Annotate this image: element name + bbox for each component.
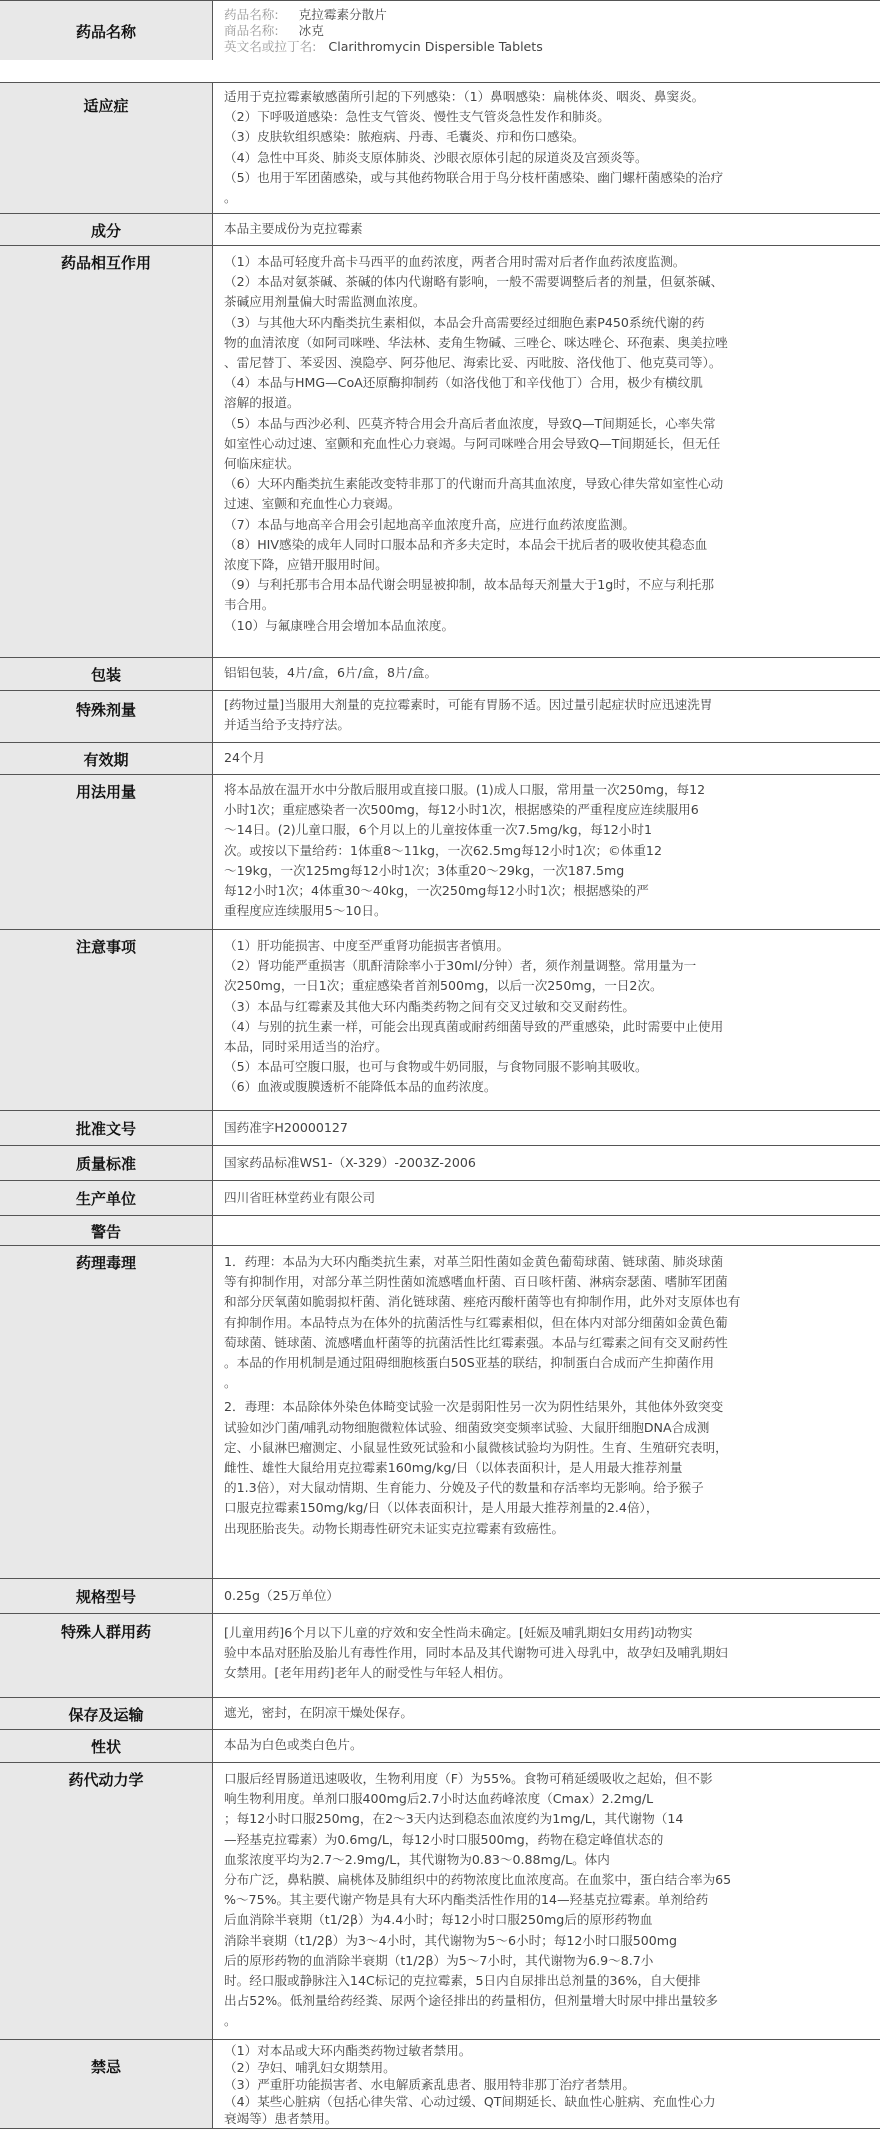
text-line: （4）与别的抗生素一样，可能会出现真菌或耐药细菌导致的严重感染，此时需要中止使用 — [224, 1018, 724, 1034]
value-pharmacology — [213, 1246, 880, 1578]
text-line: 本品为白色或类白色片。 — [224, 1737, 363, 1752]
row-overdose — [0, 690, 880, 742]
text-line: 分布广泛，鼻粘膜、扁桃体及肺组织中的药物浓度比血浓度高。在血浆中，蛋白结合率为65 — [224, 1872, 732, 1888]
text-line: （8）HIV感染的成年人同时口服本品和齐多夫定时，本品会干扰后者的吸收使其稳态血 — [224, 536, 708, 552]
label-contraindications: 禁忌 — [0, 2040, 213, 2128]
label-package: 包装 — [0, 658, 213, 690]
value-overdose — [213, 691, 880, 742]
row-approval — [0, 1110, 880, 1145]
label-standard: 质量标准 — [0, 1146, 213, 1180]
value-interactions — [213, 246, 880, 657]
text-line: 血浆浓度平均为2.7～2.9mg/L，其代谢物为0.83～0.88mg/L。体内 — [224, 1851, 610, 1867]
label-storage: 保存及运输 — [0, 1698, 213, 1729]
label-validity: 有效期 — [0, 743, 213, 774]
row-ingredients — [0, 213, 880, 245]
label-spec: 规格型号 — [0, 1579, 213, 1613]
text-line: （7）本品与地高辛合用会引起地高辛血浓度升高，应进行血药浓度监测。 — [224, 516, 636, 532]
row-storage — [0, 1697, 880, 1729]
value-package — [213, 658, 880, 690]
text-line: 四川省旺林堂药业有限公司 — [224, 1190, 376, 1205]
text-line: 并适当给予支持疗法。 — [224, 717, 350, 733]
text-line: 重程度应连续服用5～10日。 — [224, 903, 387, 919]
text-line: 国药准字H20000127 — [224, 1120, 348, 1135]
text-line: （2）孕妇、哺乳妇女期禁用。 — [224, 2060, 396, 2075]
value-special-population — [213, 1614, 880, 1697]
text-line: [药物过量]当服用大剂量的克拉霉素时，可能有胃肠不适。因过量引起症状时应迅速洗胃 — [224, 697, 713, 712]
text-line: （2）本品对氨茶碱、茶碱的体内代谢略有影响，一般不需要调整后者的剂量，但氨茶碱、 — [224, 274, 724, 290]
text-line: 本品主要成份为克拉霉素 — [224, 221, 363, 236]
text-line: （3）严重肝功能损害者、水电解质紊乱患者、服用特非那丁治疗者禁用。 — [224, 2077, 636, 2092]
row-warning — [0, 1215, 880, 1245]
value-warning — [213, 1216, 880, 1245]
text-line: （6）血液或腹膜透析不能降低本品的血药浓度。 — [224, 1079, 497, 1095]
text-line: 后血消除半衰期（t1/2β）为4.4小时；每12小时口服250mg后的原形药物血 — [224, 1912, 653, 1928]
text-line: （10）与氟康唑合用会增加本品血浓度。 — [224, 617, 455, 633]
trade-name-line: 商品名称: 冰克 — [224, 23, 324, 38]
text-line: （6）大环内酯类抗生素能改变特非那丁的代谢而升高其血浓度，导致心律失常如室性心动 — [224, 476, 724, 492]
text-line: （3）本品与红霉素及其他大环内酯类药物之间有交叉过敏和交叉耐药性。 — [224, 998, 636, 1014]
row-dosage — [0, 774, 880, 929]
text-line: （5）本品与西沙必利、匹莫齐特合用会升高后者血浓度，导致Q—T间期延长，心率失常 — [224, 415, 716, 431]
text-line: （5）本品可空腹口服，也可与食物或牛奶同服，与食物同服不影响其吸收。 — [224, 1059, 648, 1075]
row-pharmacokinetics — [0, 1762, 880, 2039]
text-line: 后的原形药物的血消除半衰期（t1/2β）为5～7小时，其代谢物为6.9～8.7小 — [224, 1952, 654, 1968]
value-spec — [213, 1579, 880, 1613]
text-line: 萄球菌、链球菌、流感嗜血杆菌等的抗菌活性比红霉素强。本品与红霉素之间有交叉耐药性 — [224, 1334, 728, 1350]
row-contraindications — [0, 2039, 880, 2129]
label-special-population: 特殊人群用药 — [0, 1614, 213, 1697]
text-line: （9）与利托那韦合用本品代谢会明显被抑制，故本品每天剂量大于1g时，不应与利托那 — [224, 577, 714, 593]
text-line: （4）某些心脏病（包括心律失常、心动过缓、QT间期延长、缺血性心脏病、充血性心力 — [224, 2094, 716, 2109]
row-validity — [0, 742, 880, 774]
row-indications — [0, 82, 880, 213]
label-pharmacokinetics: 药代动力学 — [0, 1763, 213, 2039]
text-line: 0.25g（25万单位） — [224, 1588, 340, 1603]
text-line: [儿童用药]6个月以下儿童的疗效和安全性尚未确定。[妊娠及哺乳期妇女用药]动物实 — [224, 1625, 693, 1640]
value-drug-name — [213, 1, 880, 60]
text-line: （3）与其他大环内酯类抗生素相似，本品会升高需要经过细胞色素P450系统代谢的药 — [224, 314, 705, 330]
text-line: （4）急性中耳炎、肺炎支原体肺炎、沙眼衣原体引起的尿道炎及宫颈炎等。 — [224, 149, 648, 165]
text-line: （5）也用于军团菌感染，或与其他药物联合用于鸟分枝杆菌感染、幽门螺杆菌感染的治疗 — [224, 169, 724, 185]
value-approval — [213, 1111, 880, 1145]
text-line: （3）皮肤软组织感染：脓疱病、丹毒、毛囊炎、疖和伤口感染。 — [224, 129, 585, 145]
label-pharmacology: 药理毒理 — [0, 1246, 213, 1578]
text-line: 2．毒理：本品除体外染色体畸变试验一次是弱阳性另一次为阴性结果外，其他体外致突变 — [224, 1399, 724, 1415]
value-indications — [213, 83, 880, 213]
text-line: 次250mg，一日1次；重症感染者首剂500mg，以后一次250mg，一日2次。 — [224, 978, 663, 994]
generic-name-line: 药品名称: 克拉霉素分散片 — [224, 7, 387, 22]
text-line: 消除半衰期（t1/2β）为3～4小时，其代谢物为5～6小时；每12小时口服500mg — [224, 1932, 678, 1948]
text-line: 24个月 — [224, 750, 266, 765]
text-line: 等有抑制作用，对部分革兰阴性菌如流感嗜血杆菌、百日咳杆菌、淋病奈瑟菌、嗜肺军团菌 — [224, 1274, 728, 1290]
text-line: 出现胚胎丧失。动物长期毒性研究未证实克拉霉素有致癌性。 — [224, 1520, 565, 1536]
text-line: 衰竭等）患者禁用。 — [224, 2111, 338, 2126]
text-line: %～75%。其主要代谢产物是具有大环内酯类活性作用的14—羟基克拉霉素。单剂给药 — [224, 1892, 709, 1908]
text-line: 何临床症状。 — [224, 456, 300, 472]
text-line: 小时1次；重症感染者一次500mg，每12小时1次，根据感染的严重程度应连续服用6 — [224, 802, 699, 818]
label-manufacturer: 生产单位 — [0, 1181, 213, 1215]
label-ingredients: 成分 — [0, 214, 213, 245]
text-line: 口服后经胃肠道迅速吸收，生物利用度（F）为55%。食物可稍延缓吸收之起始，但不影 — [224, 1771, 713, 1786]
text-line: ～14日。(2)儿童口服，6个月以上的儿童按体重一次7.5mg/kg，每12小时1 — [224, 822, 652, 838]
text-line: 试验如沙门菌/哺乳动物细胞微粒体试验、细菌致突变频率试验、大鼠肝细胞DNA合成测 — [224, 1419, 710, 1435]
label-interactions: 药品相互作用 — [0, 246, 213, 657]
text-line: 。 — [224, 1375, 237, 1391]
text-line: 1．药理：本品为大环内酯类抗生素，对革兰阳性菌如金黄色葡萄球菌、链球菌、肺炎球菌 — [224, 1254, 724, 1269]
value-ingredients — [213, 214, 880, 245]
text-line: （1）本品可轻度升高卡马西平的血药浓度，两者合用时需对后者作血药浓度监测。 — [224, 254, 686, 269]
text-line: 的1.3倍），对大鼠动情期、生育能力、分娩及子代的数量和存活率均无影响。给予猴子 — [224, 1480, 704, 1496]
row-package — [0, 657, 880, 690]
text-line: 遮光，密封，在阴凉干燥处保存。 — [224, 1705, 413, 1720]
value-precautions — [213, 930, 880, 1110]
row-pharmacology — [0, 1245, 880, 1578]
text-line: 响生物利用度。单剂口服400mg后2.7小时达血药峰浓度（Cmax）2.2mg/L — [224, 1791, 654, 1807]
label-dosage: 用法用量 — [0, 775, 213, 929]
label-drug-name: 药品名称 — [0, 1, 213, 60]
text-line: （2）下呼吸道感染：急性支气管炎、慢性支气管炎急性发作和肺炎。 — [224, 109, 610, 125]
row-interactions — [0, 245, 880, 657]
row-spec — [0, 1578, 880, 1613]
text-line: 物的血清浓度（如阿司咪唑、华法林、麦角生物碱、三唑仑、咪达唑仑、环孢素、奥美拉唑 — [224, 334, 728, 350]
label-precautions: 注意事项 — [0, 930, 213, 1110]
text-line: 国家药品标准WS1-（X-329）-2003Z-2006 — [224, 1155, 476, 1170]
label-warning: 警告 — [0, 1216, 213, 1245]
text-line: （1）肝功能损害、中度至严重肾功能损害者慎用。 — [224, 938, 510, 953]
text-line: 出占52%。低剂量给药经粪、尿两个途径排出的药量相仿，但剂量增大时尿中排出量较多 — [224, 1993, 718, 2009]
text-line: 溶解的报道。 — [224, 395, 300, 411]
text-line: （4）本品与HMG—CoA还原酶抑制药（如洛伐他丁和辛伐他丁）合用，极少有横纹肌 — [224, 375, 703, 391]
text-line: 将本品放在温开水中分散后服用或直接口服。(1)成人口服，常用量一次250mg，每12 — [224, 782, 706, 797]
row-appearance — [0, 1729, 880, 1762]
toxicology-paragraph — [224, 1397, 880, 1538]
text-line: —羟基克拉霉素）为0.6mg/L，每12小时口服500mg，药物在稳定峰值状态的 — [224, 1831, 664, 1847]
text-line: 女禁用。[老年用药]老年人的耐受性与年轻人相仿。 — [224, 1665, 511, 1681]
value-manufacturer — [213, 1181, 880, 1215]
value-validity — [213, 743, 880, 774]
text-line: 每12小时1次；4体重30～40kg，一次250mg每12小时1次；根据感染的严 — [224, 883, 649, 899]
text-line: 本品，同时采用适当的治疗。 — [224, 1039, 388, 1055]
text-line: 过速、室颤和充血性心力衰竭。 — [224, 496, 401, 512]
text-line: 适用于克拉霉素敏感菌所引起的下列感染：（1）鼻咽感染：扁桃体炎、咽炎、鼻窦炎。 — [224, 89, 705, 104]
text-line: 。 — [224, 190, 237, 206]
text-line: 验中本品对胚胎及胎儿有毒性作用，同时本品及其代谢物可进入母乳中，故孕妇及哺乳期妇 — [224, 1645, 728, 1661]
row-special-population — [0, 1613, 880, 1697]
text-line: 韦合用。 — [224, 597, 275, 613]
row-drug-name — [0, 0, 880, 60]
text-line: 次。或按以下量给药：1体重8～11kg，一次62.5mg每12小时1次；©体重12 — [224, 842, 662, 858]
text-line: 定、小鼠淋巴瘤测定、小鼠显性致死试验和小鼠微核试验均为阴性。生育、生殖研究表明， — [224, 1439, 728, 1455]
value-dosage — [213, 775, 880, 929]
text-line: 、雷尼替丁、苯妥因、溴隐亭、阿芬他尼、海索比妥、丙吡胺、洛伐他丁、他克莫司等）。 — [224, 355, 722, 371]
label-approval: 批准文号 — [0, 1111, 213, 1145]
text-line: 和部分厌氧菌如脆弱拟杆菌、消化链球菌、痤疮丙酸杆菌等也有抑制作用，此外对支原体也有 — [224, 1294, 741, 1310]
value-storage — [213, 1698, 880, 1729]
value-appearance — [213, 1730, 880, 1762]
label-appearance: 性状 — [0, 1730, 213, 1762]
label-indications: 适应症 — [0, 83, 213, 213]
text-line: 浓度下降，应错开服用时间。 — [224, 557, 388, 573]
row-standard — [0, 1145, 880, 1180]
text-line: 如室性心动过速、室颤和充血性心力衰竭。与阿司咪唑合用会导致Q—T间期延长，但无任 — [224, 435, 721, 451]
value-contraindications — [213, 2040, 880, 2128]
text-line: ；每12小时口服250mg，在2～3天内达到稳态血浓度约为1mg/L，其代谢物（14 — [224, 1811, 684, 1827]
text-line: 雌性、雄性大鼠给用克拉霉素160mg/kg/日（以体表面积计，是人用最大推荐剂量 — [224, 1460, 683, 1476]
text-line: （2）肾功能严重损害（肌酐清除率小于30ml/分钟）者，须作剂量调整。常用量为一 — [224, 958, 697, 974]
text-line: 有抑制作用。本品特点为在体外的抗菌活性与红霉素相似，但在体内对部分细菌如金黄色葡 — [224, 1314, 728, 1330]
label-overdose: 特殊剂量 — [0, 691, 213, 742]
text-line: 茶碱应用剂量偏大时需监测血浓度。 — [224, 294, 426, 310]
value-pharmacokinetics — [213, 1763, 880, 2039]
english-name-line: 英文名或拉丁名: Clarithromycin Dispersible Tablets — [224, 39, 543, 54]
text-line: （1）对本品或大环内酯类药物过敏者禁用。 — [224, 2043, 472, 2058]
row-manufacturer — [0, 1180, 880, 1215]
text-line: 时。经口服或静脉注入14C标记的克拉霉素，5日内自尿排出总剂量的36%，自大便排 — [224, 1973, 701, 1989]
value-standard — [213, 1146, 880, 1180]
text-line: 。本品的作用机制是通过阻碍细胞核蛋白50S亚基的联结，抑制蛋白合成而产生抑菌作用 — [224, 1355, 714, 1371]
row-precautions — [0, 929, 880, 1110]
text-line: 口服克拉霉素150mg/kg/日（以体表面积计，是人用最大推荐剂量的2.4倍）， — [224, 1500, 659, 1516]
pharmacology-paragraph — [224, 1252, 880, 1393]
text-line: 铝铝包装，4片/盒，6片/盒，8片/盒。 — [224, 665, 438, 680]
text-line: ～19kg，一次125mg每12小时1次；3体重20～29kg，一次187.5mg — [224, 862, 625, 878]
text-line: 。 — [224, 2013, 237, 2029]
